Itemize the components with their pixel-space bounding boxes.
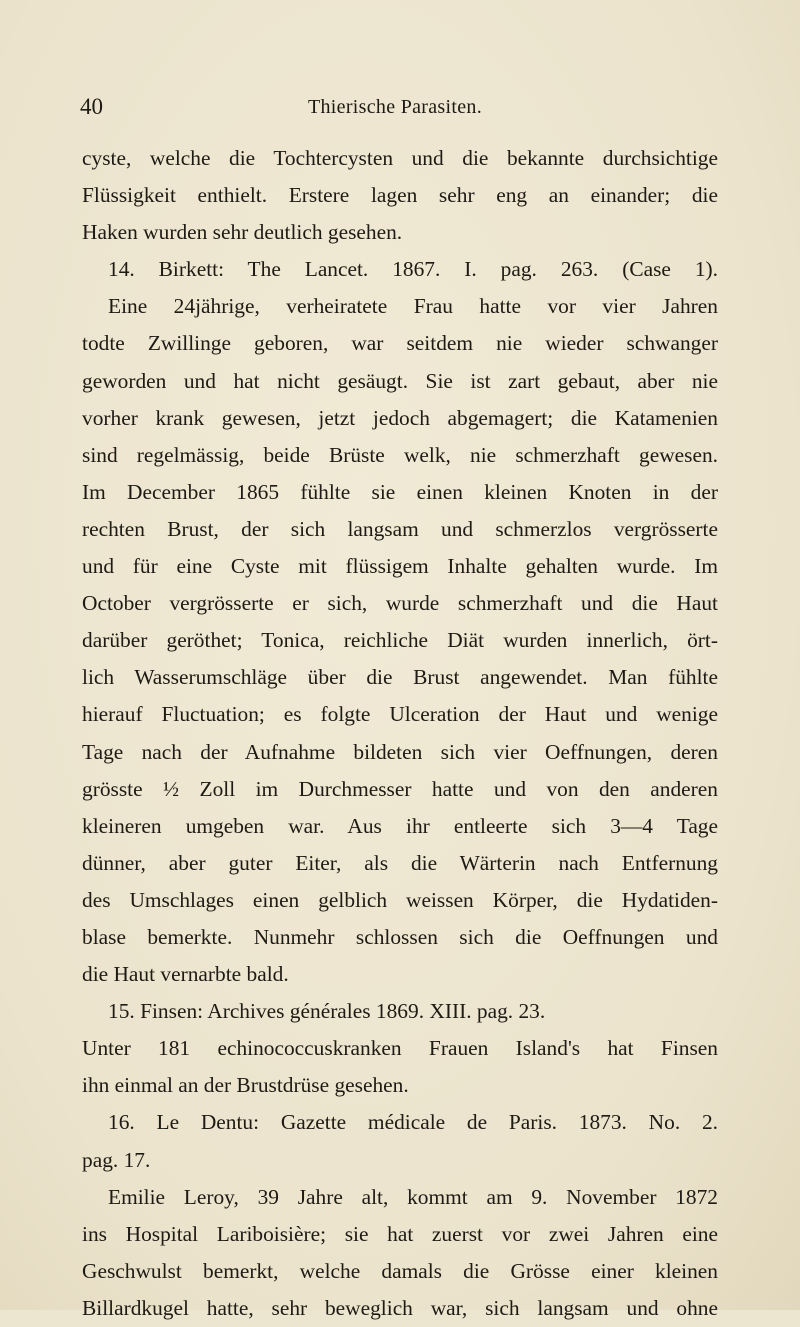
text-line: darüber geröthet; Tonica, reichliche Diät wurden innerlich, ört- (82, 628, 718, 653)
text-line: sind regelmässig, beide Brüste welk, nie schmerzhaft gewesen. (82, 442, 718, 467)
case-heading-15: 15. Finsen: Archives générales 1869. XIII. pag. 23. (108, 999, 546, 1024)
text-line: ihn einmal an der Brustdrüse gesehen. (82, 1073, 409, 1098)
body-text (82, 140, 718, 1327)
text-line: die Haut vernarbte bald. (82, 962, 289, 987)
text-line: cyste, welche die Tochtercysten und die bekannte durchsichtige (82, 146, 718, 170)
case-heading-14: 14. Birkett: The Lancet. 1867. I. pag. 263. (Case 1). (108, 257, 718, 282)
text-line: lich Wasserumschläge über die Brust angewendet. Man fühlte (82, 665, 718, 690)
text-line: geworden und hat nicht gesäugt. Sie ist zart gebaut, aber nie (82, 368, 718, 393)
text-line: Billardkugel hatte, sehr beweglich war, sich langsam und ohne (82, 1295, 718, 1320)
text-line: kleineren umgeben war. Aus ihr entleerte sich 3—4 Tage (82, 813, 718, 838)
text-line: Unter 181 echinococcuskranken Frauen Island's hat Finsen (82, 1036, 718, 1061)
text-line: ins Hospital Lariboisière; sie hat zuerst vor zwei Jahren eine (82, 1221, 718, 1246)
text-line: dünner, aber guter Eiter, als die Wärterin nach Entfernung (82, 850, 718, 875)
text-line: des Umschlages einen gelblich weissen Körper, die Hydatiden- (82, 887, 718, 912)
page-number: 40 (80, 94, 103, 119)
case-heading-16: 16. Le Dentu: Gazette médicale de Paris. 1873. No. 2. (108, 1110, 718, 1135)
text-line: pag. 17. (82, 1147, 151, 1172)
text-line: Tage nach der Aufnahme bildeten sich vier Oeffnungen, deren (82, 739, 718, 764)
text-line: Haken wurden sehr deutlich gesehen. (82, 220, 403, 245)
text-line: Eine 24jährige, verheiratete Frau hatte vor vier Jahren (108, 294, 718, 319)
text-line: hierauf Fluctuation; es folgte Ulceration der Haut und wenige (82, 702, 718, 727)
text-line: blase bemerkte. Nunmehr schlossen sich die Oeffnungen und (82, 924, 718, 949)
text-line: und für eine Cyste mit flüssigem Inhalte gehalten wurde. Im (82, 554, 718, 579)
text-line: October vergrösserte er sich, wurde schmerzhaft und die Haut (82, 591, 718, 616)
text-line: Im December 1865 fühlte sie einen kleinen Knoten in der (82, 479, 718, 504)
page-header (80, 94, 710, 128)
text-line: Flüssigkeit enthielt. Erstere lagen sehr eng an einander; die (82, 183, 718, 208)
text-line: todte Zwillinge geboren, war seitdem nie wieder schwanger (82, 331, 718, 356)
text-line: grösste ½ Zoll im Durchmesser hatte und von den anderen (82, 776, 718, 801)
text-line: rechten Brust, der sich langsam und schmerzlos vergrösserte (82, 516, 718, 541)
text-line: Emilie Leroy, 39 Jahre alt, kommt am 9. November 1872 (108, 1184, 718, 1209)
running-title: Thierische Parasiten. (307, 96, 482, 118)
text-line: Geschwulst bemerkt, welche damals die Grösse einer kleinen (82, 1258, 718, 1283)
text-line: vorher krank gewesen, jetzt jedoch abgemagert; die Katamenien (82, 405, 718, 430)
